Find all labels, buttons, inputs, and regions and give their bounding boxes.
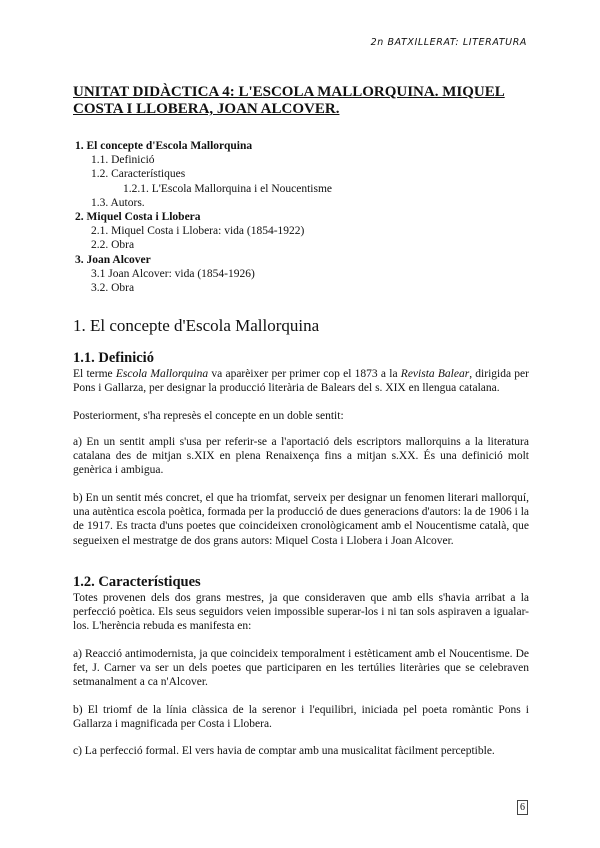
unit-title: UNITAT DIDÀCTICA 4: L'ESCOLA MALLORQUINA. MIQUEL COSTA I LLOBERA, JOAN ALCOVER. xyxy=(73,84,505,117)
paragraph: b) En un sentit més concret, el que ha triomfat, serveix per designar un fenomen literari mallorquí, una autèntica escola poètica, formada per la producció de dues generacions d'autors: la de 1906 i la de 1917. Es tracta d'uns poetes que coincideixen cronològicament amb el Noucentisme català, que segueixen el mestratge de dos grans autors: Miquel Costa i Llobera i Joan Alcover. xyxy=(73,492,529,547)
text-run: va aparèixer per primer cop el 1873 a la xyxy=(208,368,401,380)
emphasis-text: Escola Mallorquina xyxy=(115,368,209,380)
running-header: 2n BATXILLERAT: LITERATURA xyxy=(370,37,527,48)
text-run: El terme xyxy=(73,368,116,380)
emphasis-text: Revista Balear xyxy=(400,368,470,380)
toc-item: 1.1. Definició xyxy=(91,154,155,167)
toc-item: 3.2. Obra xyxy=(91,282,135,295)
toc-item: 1.2. Característiques xyxy=(91,168,186,181)
toc-item: 2. Miquel Costa i Llobera xyxy=(75,211,201,224)
section-heading: 1. El concepte d'Escola Mallorquina xyxy=(73,316,320,335)
toc-item: 1.2.1. L'Escola Mallorquina i el Noucentisme xyxy=(123,182,333,195)
toc-item: 3. Joan Alcover xyxy=(75,253,151,266)
toc-item: 1.3. Autors. xyxy=(91,196,145,209)
subsection-heading: 1.2. Característiques xyxy=(73,574,201,590)
text-run: , dirigida per Pons i Gallarza, per designar la producció literària de Balears del s. XIX en llengua catalana. xyxy=(73,368,529,395)
toc-item: 1. El concepte d'Escola Mallorquina xyxy=(75,140,253,152)
paragraph: c) La perfecció formal. El vers havia de comptar amb una musicalitat fàcilment perceptible. xyxy=(73,745,495,757)
subsection-heading: 1.1. Definició xyxy=(73,350,154,366)
toc-item: 2.2. Obra xyxy=(91,239,135,252)
paragraph: a) Reacció antimodernista, ja que coincideix temporalment i estèticament amb el Noucentisme. De fet, J. Carner va ser un dels poetes que participaren en les tertúlies literàries que se celebraven setmanalment a ca n'Alcover. xyxy=(73,648,529,689)
toc-item: 2.1. Miquel Costa i Llobera: vida (1854-1922) xyxy=(91,225,305,238)
paragraph: Totes provenen dels dos grans mestres, ja que consideraven que amb ells s'havia arribat a la perfecció poètica. Els seus seguidors veien impossible superar-los i ni tan sols aspiraven a igualar-los. L'herència rebuda es manifesta en: xyxy=(73,592,529,633)
toc-item: 3.1 Joan Alcover: vida (1854-1926) xyxy=(91,267,255,280)
paragraph: b) El triomf de la línia clàssica de la serenor i l'equilibri, iniciada pel poeta romàntic Pons i Gallarza i magnificada per Costa i Llobera. xyxy=(73,704,529,731)
paragraph-definition xyxy=(73,367,529,395)
paragraph: Posteriorment, s'ha represès el concepte en un doble sentit: xyxy=(73,410,344,422)
paragraph: a) En un sentit ampli s'usa per referir-se a l'aportació dels escriptors mallorquins a la literatura catalana des de mitjan s.XIX en plena Renaixença fins a mitjan s.XX. És una definició molt genèrica i ambigua. xyxy=(73,436,529,477)
table-of-contents xyxy=(75,139,332,295)
page-number: 6 xyxy=(517,800,528,815)
